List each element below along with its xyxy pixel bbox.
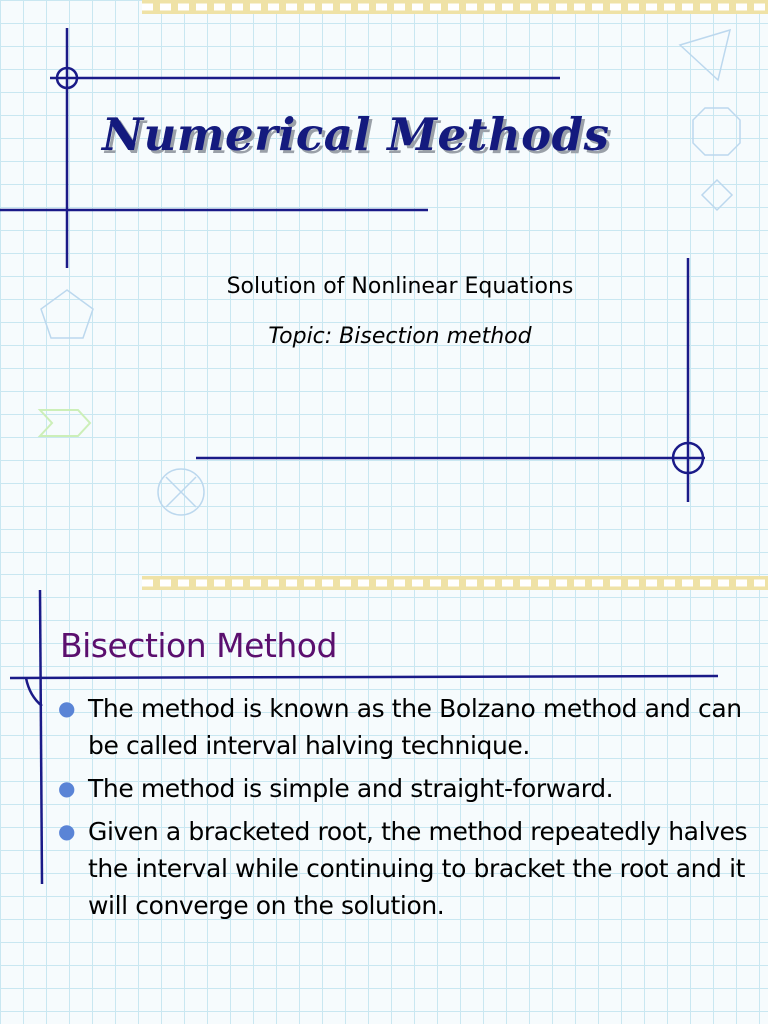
bullet-list bbox=[58, 690, 748, 930]
bullet-text: The method is simple and straight-forward. bbox=[88, 774, 614, 803]
list-item bbox=[58, 690, 748, 764]
top-band bbox=[142, 576, 768, 590]
content-slide bbox=[0, 574, 768, 1024]
chevron-arrow-icon bbox=[40, 410, 90, 436]
list-item bbox=[58, 813, 748, 924]
page-title: Numerical Methods bbox=[102, 108, 610, 161]
bullet-icon: ● bbox=[58, 819, 76, 843]
bullet-text: The method is known as the Bolzano method and can be called interval halving technique. bbox=[88, 694, 742, 760]
topic-line: Topic: Bisection method bbox=[268, 324, 532, 349]
bullet-icon: ● bbox=[58, 776, 76, 800]
octagon-icon bbox=[693, 108, 740, 155]
bullet-text: Given a bracketed root, the method repeatedly halves the interval while continuing to bracket the root and it will converge on the solution. bbox=[88, 817, 748, 920]
slide-heading: Bisection Method bbox=[60, 626, 337, 665]
frame-lines bbox=[0, 28, 705, 502]
background-shapes bbox=[41, 30, 740, 515]
top-band bbox=[142, 0, 768, 14]
subtitle: Solution of Nonlinear Equations bbox=[226, 274, 574, 299]
bullet-icon: ● bbox=[58, 696, 76, 720]
triangle-icon bbox=[680, 30, 730, 80]
list-item bbox=[58, 770, 748, 807]
diamond-icon bbox=[702, 180, 732, 210]
cancel-circle-icon bbox=[158, 469, 204, 515]
